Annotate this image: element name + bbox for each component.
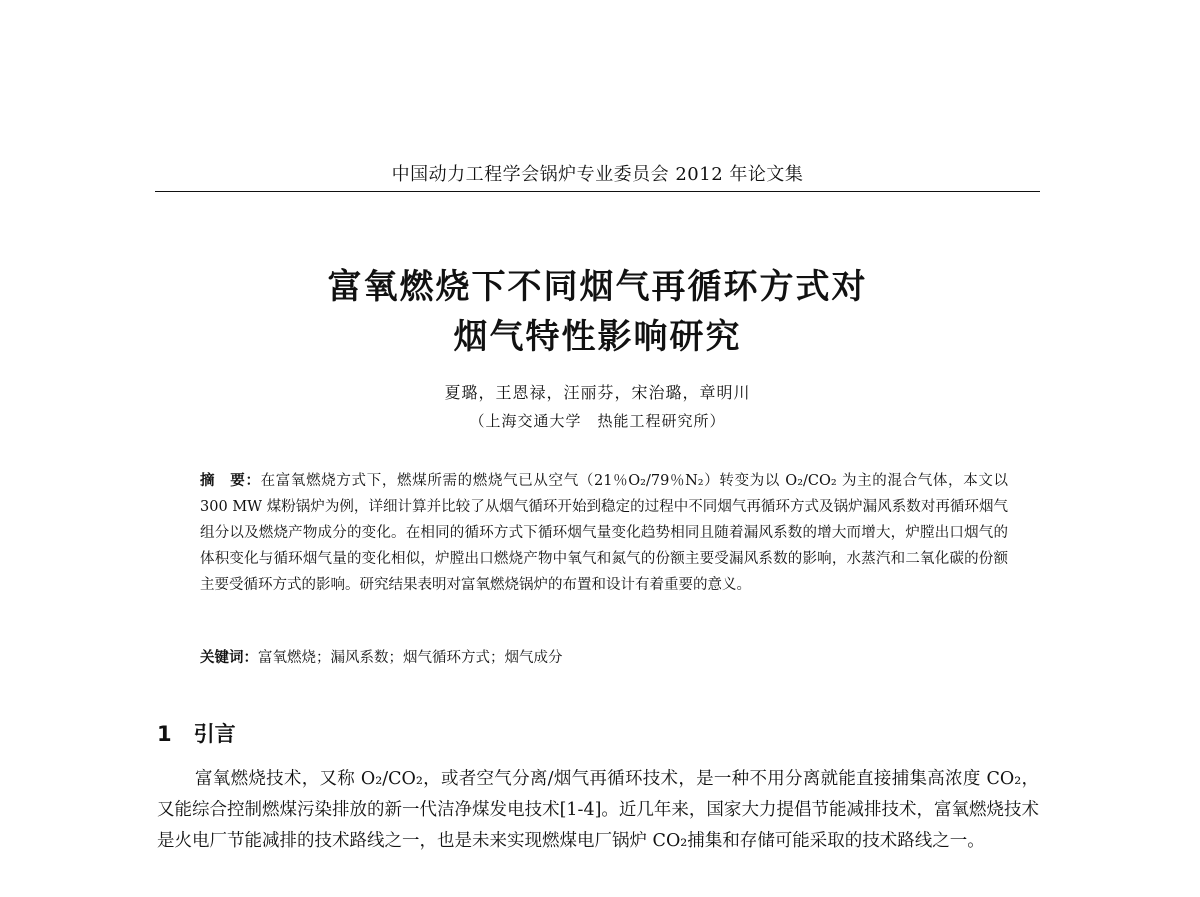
section-heading [157,718,236,748]
section-title: 引言 [193,722,236,746]
intro-paragraph: 富氧燃烧技术，又称 O₂/CO₂，或者空气分离/烟气再循环技术，是一种不用分离就能直接捕集高浓度 CO₂，又能综合控制燃煤污染排放的新一代洁净煤发电技术[1-4]。近几年来，国家大力提倡节能减排技术，富氧燃烧技术是火电厂节能减排的技术路线之一，也是未来实现燃煤电厂锅炉 CO₂捕集和存储可能采取的技术路线之一。 [157,769,1039,851]
affiliation: （上海交通大学 热能工程研究所） [469,412,726,430]
title-line-1: 富氧燃烧下不同烟气再循环方式对 [327,267,868,307]
keywords-label: 关键词： [200,650,258,666]
header-rule [155,191,1040,192]
authors: 夏璐，王恩禄，汪丽芬，宋治璐，章明川 [444,383,751,402]
section-number: 1 [157,722,172,746]
abstract-text: 在富氧燃烧方式下，燃煤所需的燃烧气已从空气（21％O₂/79％N₂）转变为以 O₂/CO₂ 为主的混合气体，本文以 300 MW 煤粉锅炉为例，详细计算并比较了从烟气循环开始到稳定的过程中不同烟气再循环方式及锅炉漏风系数对再循环烟气组分以及燃烧产物成分的变化。在相同的循环方式下循环烟气量变化趋势相同且随着漏风系数的增大而增大，炉膛出口烟气的体积变化与循环烟气量的变化相似，炉膛出口燃烧产物中氧气和氮气的份额主要受漏风系数的影响，水蒸汽和二氧化碳的份额主要受循环方式的影响。研究结果表明对富氧燃烧锅炉的布置和设计有着重要的意义。 [200,473,1008,593]
paper-title [155,262,1040,362]
title-line-2: 烟气特性影响研究 [453,317,742,357]
abstract [200,468,1008,598]
keywords-text: 富氧燃烧；漏风系数；烟气循环方式；烟气成分 [258,650,563,666]
abstract-label: 摘 要： [200,473,261,489]
keywords [200,645,1008,671]
running-header: 中国动力工程学会锅炉专业委员会 2012 年论文集 [391,164,804,185]
